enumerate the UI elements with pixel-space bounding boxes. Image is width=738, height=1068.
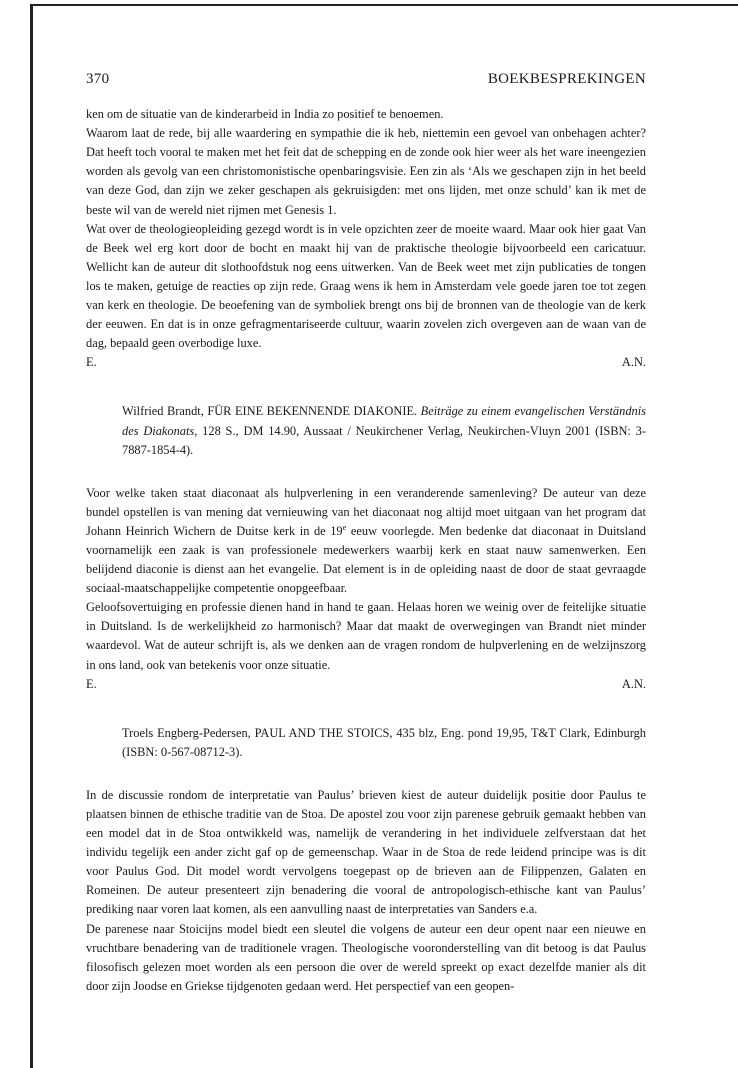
section-title: BOEKBESPREKINGEN: [487, 71, 646, 87]
signature-left: E.: [86, 355, 97, 370]
running-header: [86, 70, 646, 89]
paragraph-text: Voor welke taken staat diaconaat als hulpverlening in een veranderende samenleving? De auteur van deze bundel opstellen is van mening dat vernieuwing van het diaconaat nog altijd moet uitgaan van het program dat Johann Heinrich Wichern de Duitse kerk in de 19: [86, 485, 646, 538]
signature-left: E.: [86, 676, 97, 691]
review-signature: [86, 675, 646, 694]
paragraph: Wat over de theologieopleiding gezegd wordt is in vele opzichten zeer de moeite waard. Maar ook hier gaat Van de Beek wel erg kort door de bocht en maakt hij van de praktische theologie bijvoorbeeld een caricatuur. Wellicht kan de auteur dit slothoofdstuk nog eens uitwerken. Van de Beek weet met zijn publicaties de tongen los te maken, getuige de reacties op zijn rede. Graag wens ik hem in Amsterdam vele goede jaren toe tot zegen van kerk en theologie. De beoefening van de symboliek brengt ons bij de bronnen van de theologie van de kerk der eeuwen. En dat is in onze gefragmentariseerde cultuur, waarin zovelen zich overgeven aan de waan van de dag, bepaald geen overbodige luxe.: [86, 221, 646, 351]
signature-right: A.N.: [621, 676, 646, 691]
review-signature: [86, 353, 646, 372]
paragraph: Waarom laat de rede, bij alle waardering en sympathie die ik heb, niettemin een gevoel van onbehagen achter? Dat heeft toch vooral te maken met het feit dat de schepping en de zonde ook hier weer als het ware ineengezien worden als gevolg van een christomonistische openbaringsvisie. Een zin als ‘Als we geschapen zijn in het beeld van deze God, dan zijn we zeker geschapen als gekruisigden: met ons lijden, met onze schuld’ kan ik met de beste wil van de wereld niet rijmen met Genesis 1.: [86, 126, 646, 217]
paragraph-text: eeuw voorlegde. Men bedenke dat diaconaat in Duitsland voornamelijk een zaak is van professionele medewerkers waarbij kerk en staat nauw samenwerken. Een belijdend diaconie is dienst aan het evangelie. Dat element is in de opleiding naast de door de staat gevraagde sociaal-maatschappelijke competentie onopgeefbaar.: [86, 523, 646, 596]
scan-border-left: [30, 4, 33, 1068]
citation-author-title: Wilfried Brandt, FÜR EINE BEKENNENDE DIAKONIE.: [122, 404, 418, 419]
paragraph: Geloofsovertuiging en professie dienen hand in hand te gaan. Helaas horen we weinig over de feitelijke situatie in Duitsland. Is de werkelijkheid zo harmonisch? Maar dat maakt de overwegingen van Brandt niet minder waardevol. Wat de auteur schrijft is, als we denken aan de vragen rondom de hulpverlening en de welzijnszorg in ons land, ook van betekenis voor onze situatie.: [86, 600, 646, 672]
paragraph: ken om de situatie van de kinderarbeid in India zo positief te benoemen.: [86, 107, 444, 122]
page-number: 370: [86, 71, 110, 87]
book-citation: [122, 402, 646, 459]
page: [86, 70, 646, 996]
paragraph: De parenese naar Stoicijns model biedt een sleutel die volgens de auteur een deur opent naar een nieuwe en vruchtbare benadering van de traditionele vragen. Theologische vooronderstelling van dit betoog is dat Paulus filosofisch gelezen moet worden als een persoon die over de wereld spreekt op exact dezelfde manier als dit door zijn Joodse en Griekse tijdgenoten gedaan werd. Het perspectief van een geopen-: [86, 921, 646, 993]
review-2: [86, 402, 646, 693]
review-1: [86, 105, 646, 372]
citation-subtitle: Beiträge zu einem evangelischen Verständnis des Diakonats,: [122, 404, 646, 438]
book-citation: Troels Engberg-Pedersen, PAUL AND THE STOICS, 435 blz, Eng. pond 19,95, T&T Clark, Edinburgh (ISBN: 0-567-08712-3).: [122, 725, 646, 759]
review-3: [86, 724, 646, 996]
paragraph: [86, 484, 646, 599]
citation-details: 128 S., DM 14.90, Aussaat / Neukirchener Verlag, Neukirchen-Vluyn 2001 (ISBN: 3-7887-1854-4).: [122, 423, 646, 457]
scan-border-top: [30, 4, 738, 6]
superscript: e: [342, 521, 347, 532]
paragraph: In de discussie rondom de interpretatie van Paulus’ brieven kiest de auteur duidelijk positie door Paulus te plaatsen binnen de ethische traditie van de Stoa. De apostel zou voor zijn parenese gebruik gemaakt hebben van een model dat in de Stoa ontwikkeld was, namelijk de verandering in het individuele zelfverstaan dat het individu tegelijk een ander zicht gaf op de gemeenschap. Waar in de Stoa de rede leidend principe was is dit voor Paulus God. Dit model wordt vervolgens toegepast op de brieven aan de Filippenzen, Galaten en Romeinen. De auteur presenteert zijn benadering die vooral de antropologisch-ethische kant van Paulus’ prediking naar voren laat komen, als een aanvulling naast de interpretaties van Sanders e.a.: [86, 787, 646, 917]
signature-right: A.N.: [621, 355, 646, 370]
